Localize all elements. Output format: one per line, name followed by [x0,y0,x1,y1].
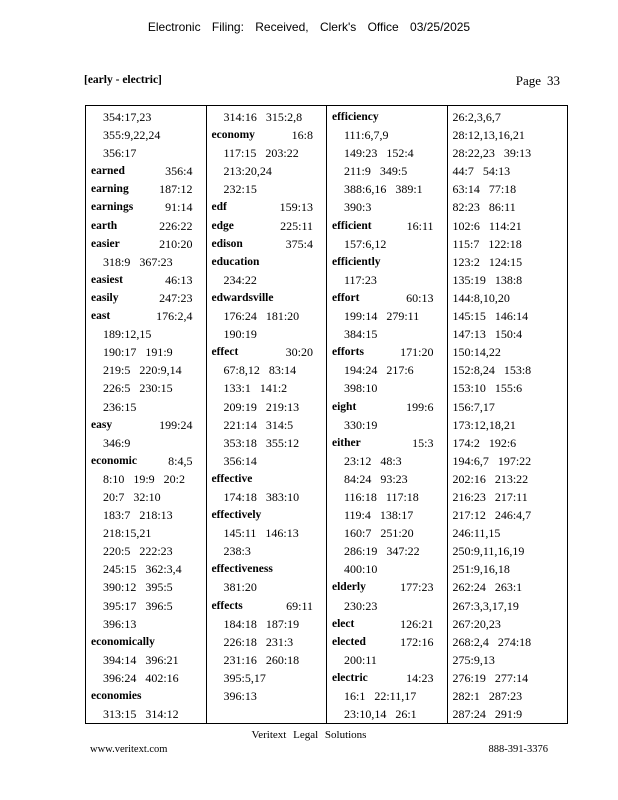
entry-term: easier [91,237,120,250]
entry-term: elected [332,635,366,648]
index-entry-refs: 286:19 347:22 [344,544,420,559]
index-entry-word [332,398,444,416]
entry-term: effectiveness [211,563,273,576]
index-entry-refs: 189:12,15 [103,327,152,342]
entry-first-ref: 60:13 [406,290,434,305]
index-entry-refs: 330:19 [344,417,378,432]
index-entry-refs: 115:7 122:18 [452,236,522,251]
index-entry-word [212,253,324,271]
index-entry-refs: 135:19 138:8 [452,272,523,287]
index-entry-word [332,615,444,633]
entry-first-ref: 356:4 [165,164,193,179]
index-entry-refs: 356:17 [103,146,137,161]
index-entry-word [91,687,203,705]
entry-term: effects [211,599,243,612]
index-entry-refs: 390:3 [344,200,372,215]
entry-term: efficiency [332,111,379,123]
index-entry-refs: 16:1 22:11,17 [344,689,417,703]
entry-term: eight [332,400,357,413]
index-entry-refs: 26:2,3,6,7 [452,110,501,124]
index-entry-refs: 395:17 396:5 [103,598,173,613]
entry-first-ref: 15:3 [412,435,434,450]
index-entry-refs: 28:22,23 39:13 [452,146,532,161]
index-entry-word [91,235,203,253]
index-entry-refs: 183:7 218:13 [103,508,173,523]
entry-term: earned [91,165,125,178]
index-entry-word [212,560,324,578]
index-entry-refs: 117:15 203:22 [223,146,299,161]
index-entry-refs: 234:22 [223,272,257,287]
entry-term: edwardsville [211,291,274,304]
index-entry-word [91,271,203,289]
index-entry-refs: 190:17 191:9 [103,345,173,360]
index-entry-refs: 275:9,13 [452,652,495,667]
entry-term: effort [332,291,360,304]
index-entry-word [212,198,324,216]
index-entry-refs: 353:18 355:12 [223,435,300,450]
index-entry-refs: 217:12 246:4,7 [452,508,532,523]
index-entry-refs: 236:15 [103,399,137,414]
page-number-value: 33 [547,73,560,88]
entry-first-ref: 46:13 [165,272,193,287]
entry-term: economically [91,635,155,648]
index-entry-word [212,343,324,361]
entry-term: electric [332,671,368,684]
index-entry-refs: 102:6 114:21 [452,218,522,233]
index-entry-word [212,126,324,144]
index-entry-word [91,416,203,434]
entry-term: efficiently [332,255,381,268]
entry-first-ref: 171:20 [400,345,434,360]
index-entry-refs: 199:14 279:11 [344,309,420,324]
index-entry-word [91,162,203,180]
index-entry-refs: 221:14 314:5 [223,417,294,432]
entry-first-ref: 187:12 [159,182,193,197]
entry-term: edf [211,201,227,214]
index-entry-refs: 153:10 155:6 [452,381,523,396]
index-entry-word [332,669,444,687]
index-entry-refs: 190:19 [223,327,257,342]
index-entry-refs: 123:2 124:15 [452,254,523,269]
index-entry-word [91,452,203,470]
index-entry-refs: 354:17,23 [103,110,152,124]
index-entry-word [332,633,444,651]
index-entry-refs: 282:1 287:23 [452,689,523,703]
index-entry-refs: 176:24 181:20 [223,309,300,324]
index-column-2 [207,106,328,723]
index-entry-word [91,217,203,235]
entry-first-ref: 172:16 [400,634,434,649]
index-entry-refs: 231:16 260:18 [223,652,300,667]
index-entry-word [91,307,203,325]
index-entry-refs: 144:8,10,20 [452,290,510,305]
index-entry-refs: 156:7,17 [452,399,495,414]
index-entry-refs: 238:3 [223,544,251,559]
entry-term: edge [211,219,234,232]
index-entry-refs: 394:14 396:21 [103,652,179,667]
entry-term: efficient [332,219,372,232]
index-entry-refs: 28:12,13,16,21 [452,128,525,143]
index-entry-refs: 246:11,15 [452,526,501,541]
index-entry-refs: 145:15 146:14 [452,309,529,324]
index-entry-word [332,217,444,235]
index-entry-word [91,633,203,651]
entry-term: economy [211,129,255,142]
index-entry-word [91,198,203,216]
index-entry-refs: 381:20 [223,580,257,595]
index-entry-refs: 157:6,12 [344,236,387,251]
index-entry-refs: 384:15 [344,327,378,342]
index-entry-refs: 174:2 192:6 [452,435,517,450]
word-index-grid [85,105,568,724]
index-entry-word [91,289,203,307]
index-entry-refs: 400:10 [344,562,378,577]
index-entry-refs: 313:15 314:12 [103,707,179,722]
index-entry-refs: 267:20,23 [452,616,501,631]
index-entry-refs: 67:8,12 83:14 [223,363,297,378]
entry-first-ref: 159:13 [279,200,313,215]
index-column-4 [448,106,568,723]
index-entry-word [332,253,444,271]
index-entry-refs: 145:11 146:13 [223,526,299,541]
entry-term: edison [211,237,243,250]
index-entry-refs: 133:1 141:2 [223,381,288,396]
index-entry-refs: 44:7 54:13 [452,164,511,179]
index-entry-refs: 213:20,24 [223,164,272,179]
entry-term: economic [91,454,137,467]
index-entry-refs: 388:6,16 389:1 [344,182,423,197]
entry-term: effectively [211,509,262,522]
index-entry-refs: 194:24 217:6 [344,363,414,378]
index-entry-refs: 147:13 150:4 [452,327,523,342]
entry-first-ref: 226:22 [159,218,193,233]
entry-term: earning [91,183,129,196]
entry-first-ref: 375:4 [285,236,313,251]
index-entry-refs: 202:16 213:22 [452,471,529,486]
index-entry-refs: 116:18 117:18 [344,489,419,504]
entry-first-ref: 8:4,5 [168,453,193,468]
index-column-3 [327,106,448,723]
index-range: [early - electric] [84,74,162,86]
index-entry-refs: 396:13 [223,689,257,703]
index-entry-refs: 160:7 251:20 [344,526,414,541]
index-entry-refs: 211:9 349:5 [344,164,408,179]
index-entry-refs: 194:6,7 197:22 [452,453,532,468]
index-entry-refs: 8:10 19:9 20:2 [103,471,186,486]
page-number [510,73,560,89]
index-entry-word [212,506,324,524]
index-entry-word [332,289,444,307]
index-entry-refs: 216:23 217:11 [452,489,528,504]
entry-term: easiest [91,273,123,286]
index-entry-word [212,597,324,615]
entry-first-ref: 69:11 [286,598,313,613]
index-entry-word [212,289,324,307]
index-entry-refs: 184:18 187:19 [223,616,300,631]
entry-term: elderly [332,581,366,594]
index-entry-refs: 220:5 222:23 [103,544,173,559]
entry-term: effect [211,346,239,359]
index-entry-refs: 63:14 77:18 [452,182,517,197]
index-entry-refs: 84:24 93:23 [344,471,408,486]
entry-first-ref: 176:2,4 [156,309,193,324]
entry-term: elect [332,617,355,630]
index-entry-refs: 173:12,18,21 [452,417,516,432]
entry-term: education [211,255,260,268]
footer-phone: 888-391-3376 [488,744,548,755]
index-entry-refs: 245:15 362:3,4 [103,562,182,577]
entry-term: effective [211,472,253,485]
entry-first-ref: 210:20 [159,236,193,251]
index-entry-refs: 287:24 291:9 [452,707,523,722]
index-entry-refs: 262:24 263:1 [452,580,523,595]
index-entry-refs: 226:5 230:15 [103,381,173,396]
index-entry-refs: 23:10,14 26:1 [344,707,417,722]
index-entry-refs: 232:15 [223,182,257,197]
index-entry-refs: 390:12 395:5 [103,580,173,595]
entry-term: east [91,310,111,323]
entry-first-ref: 199:6 [406,399,434,414]
entry-first-ref: 14:23 [406,670,434,685]
index-entry-word [332,578,444,596]
index-entry-word [332,343,444,361]
index-entry-refs: 226:18 231:3 [223,634,294,649]
index-entry-refs: 318:9 367:23 [103,254,173,269]
footer-website: www.veritext.com [90,744,168,755]
index-entry-refs: 82:23 86:11 [452,200,516,215]
index-entry-refs: 395:5,17 [223,670,266,685]
index-entry-refs: 268:2,4 274:18 [452,634,532,649]
index-entry-refs: 209:19 219:13 [223,399,300,414]
entry-term: earnings [91,201,134,214]
index-entry-refs: 150:14,22 [452,345,501,360]
index-entry-refs: 356:14 [223,453,257,468]
index-entry-refs: 219:5 220:9,14 [103,363,182,378]
index-entry-refs: 119:4 138:17 [344,508,414,523]
index-entry-refs: 314:16 315:2,8 [223,110,303,124]
index-entry-refs: 20:7 32:10 [103,489,161,504]
entry-first-ref: 16:8 [291,128,313,143]
index-entry-refs: 174:18 383:10 [223,489,300,504]
index-entry-refs: 23:12 48:3 [344,453,402,468]
index-entry-refs: 267:3,3,17,19 [452,598,519,613]
entry-first-ref: 126:21 [400,616,434,631]
index-entry-refs: 117:23 [344,272,377,287]
entry-first-ref: 30:20 [285,345,313,360]
index-entry-word [212,217,324,235]
entry-term: either [332,436,361,449]
index-entry-refs: 149:23 152:4 [344,146,414,161]
entry-first-ref: 177:23 [400,580,434,595]
filing-stamp: Electronic Filing: Received, Clerk's Office 03/25/2025 [147,20,471,34]
index-entry-word [212,235,324,253]
index-entry-refs: 152:8,24 153:8 [452,363,532,378]
entry-first-ref: 225:11 [280,218,313,233]
entry-term: efforts [332,346,364,359]
index-entry-word [212,470,324,488]
index-entry-refs: 276:19 277:14 [452,670,529,685]
entry-first-ref: 199:24 [159,417,193,432]
index-entry-refs: 396:13 [103,616,137,631]
index-entry-refs: 111:6,7,9 [344,128,389,143]
index-entry-refs: 230:23 [344,598,378,613]
index-entry-refs: 355:9,22,24 [103,128,161,143]
index-entry-word [332,434,444,452]
index-entry-refs: 346:9 [103,435,131,450]
footer-company: Veritext Legal Solutions [251,729,367,741]
entry-term: easy [91,418,113,431]
entry-first-ref: 91:14 [165,200,193,215]
entry-term: earth [91,219,118,232]
index-entry-word [91,180,203,198]
index-entry-word [332,108,444,126]
entry-first-ref: 16:11 [406,218,434,233]
page-label: Page [515,73,541,88]
index-entry-refs: 396:24 402:16 [103,670,179,685]
index-column-1 [86,106,207,723]
index-entry-refs: 251:9,16,18 [452,562,510,577]
index-entry-refs: 398:10 [344,381,378,396]
entry-first-ref: 247:23 [159,290,193,305]
index-entry-refs: 250:9,11,16,19 [452,544,525,559]
index-entry-refs: 218:15,21 [103,526,152,541]
index-entry-refs: 200:11 [344,652,377,667]
entry-term: easily [91,291,119,304]
entry-term: economies [91,690,142,702]
